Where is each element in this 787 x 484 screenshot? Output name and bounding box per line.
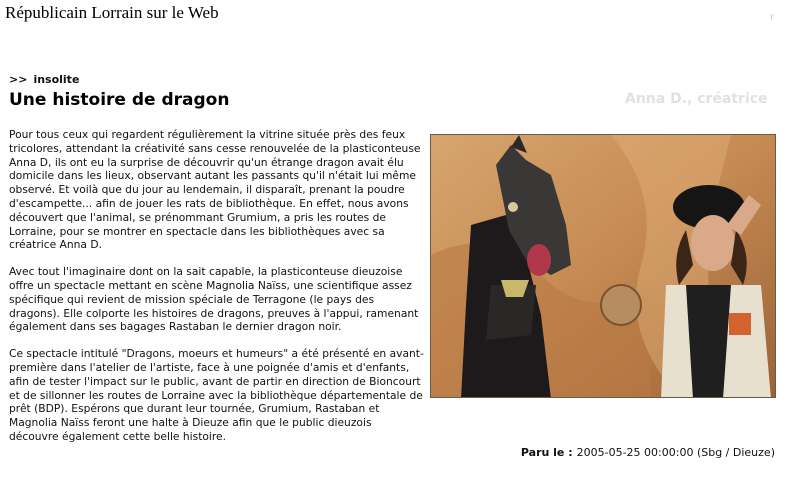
article-photo bbox=[430, 134, 776, 398]
bleed-through-caption: Anna D., créatrice bbox=[625, 91, 768, 107]
article-paragraph: Avec tout l'imaginaire dont on la sait capable, la plasticonteuse dieuzoise offre un spectacle mettant en scène Magnolia Naïss, une scientifique assez spécifique qui revient de mission spéciale de Terragone (le pays des dragons). Elle colporte les histoires de dragons, preuves à l'appui, ramenant également dans ses bagages Rastaban le dernier dragon noir. bbox=[9, 265, 419, 334]
section-name: insolite bbox=[33, 73, 80, 86]
site-title: Républicain Lorrain sur le Web bbox=[5, 3, 219, 22]
section-marker: >> bbox=[9, 73, 28, 86]
published-label: Paru le : bbox=[520, 446, 573, 459]
section-label bbox=[9, 73, 79, 86]
published-date: 2005-05-25 00:00:00 (Sbg / Dieuze) bbox=[576, 446, 775, 459]
publication-info bbox=[521, 446, 775, 459]
article-headline: Une histoire de dragon bbox=[9, 90, 230, 110]
article-paragraph: Pour tous ceux qui regardent régulièrement la vitrine située près des feux tricolores, attendant la créativité sans cesse renouvelée de la plasticonteuse Anna D, ils ont eu la surprise de découvrir qu'un étrange dragon avait élu domicile dans les lieux, observant autant les passants qu'il n'était lui même observé. Et voilà que du jour au lendemain, il disparaît, prenant la poudre d'escampette... afin de jouer les rats de bibliothèque. En effet, nous avons découvert que l'animal, se prénommant Grumium, a pris les routes de Lorraine, pour se montrer en spectacle dans les bibliothèques avec sa créatrice Anna D. bbox=[9, 128, 421, 252]
bleed-through-mark: r bbox=[770, 12, 775, 23]
photo-illustration bbox=[431, 135, 776, 398]
article-paragraph: Ce spectacle intitulé "Dragons, moeurs et humeurs" a été présenté en avant-première dans l'atelier de l'artiste, face à une poignée d'amis et d'enfants, afin de tester l'impact sur le public, avant de partir en direction de Bioncourt et de sillonner les routes de Lorraine avec la bibliothèque départementale de prêt (BDP). Espérons que durant leur tournée, Grumium, Rastaban et Magnolia Naïss feront une halte à Dieuze afin que le public dieuzois découvre également cette belle histoire. bbox=[9, 347, 424, 443]
article-body bbox=[9, 128, 424, 457]
